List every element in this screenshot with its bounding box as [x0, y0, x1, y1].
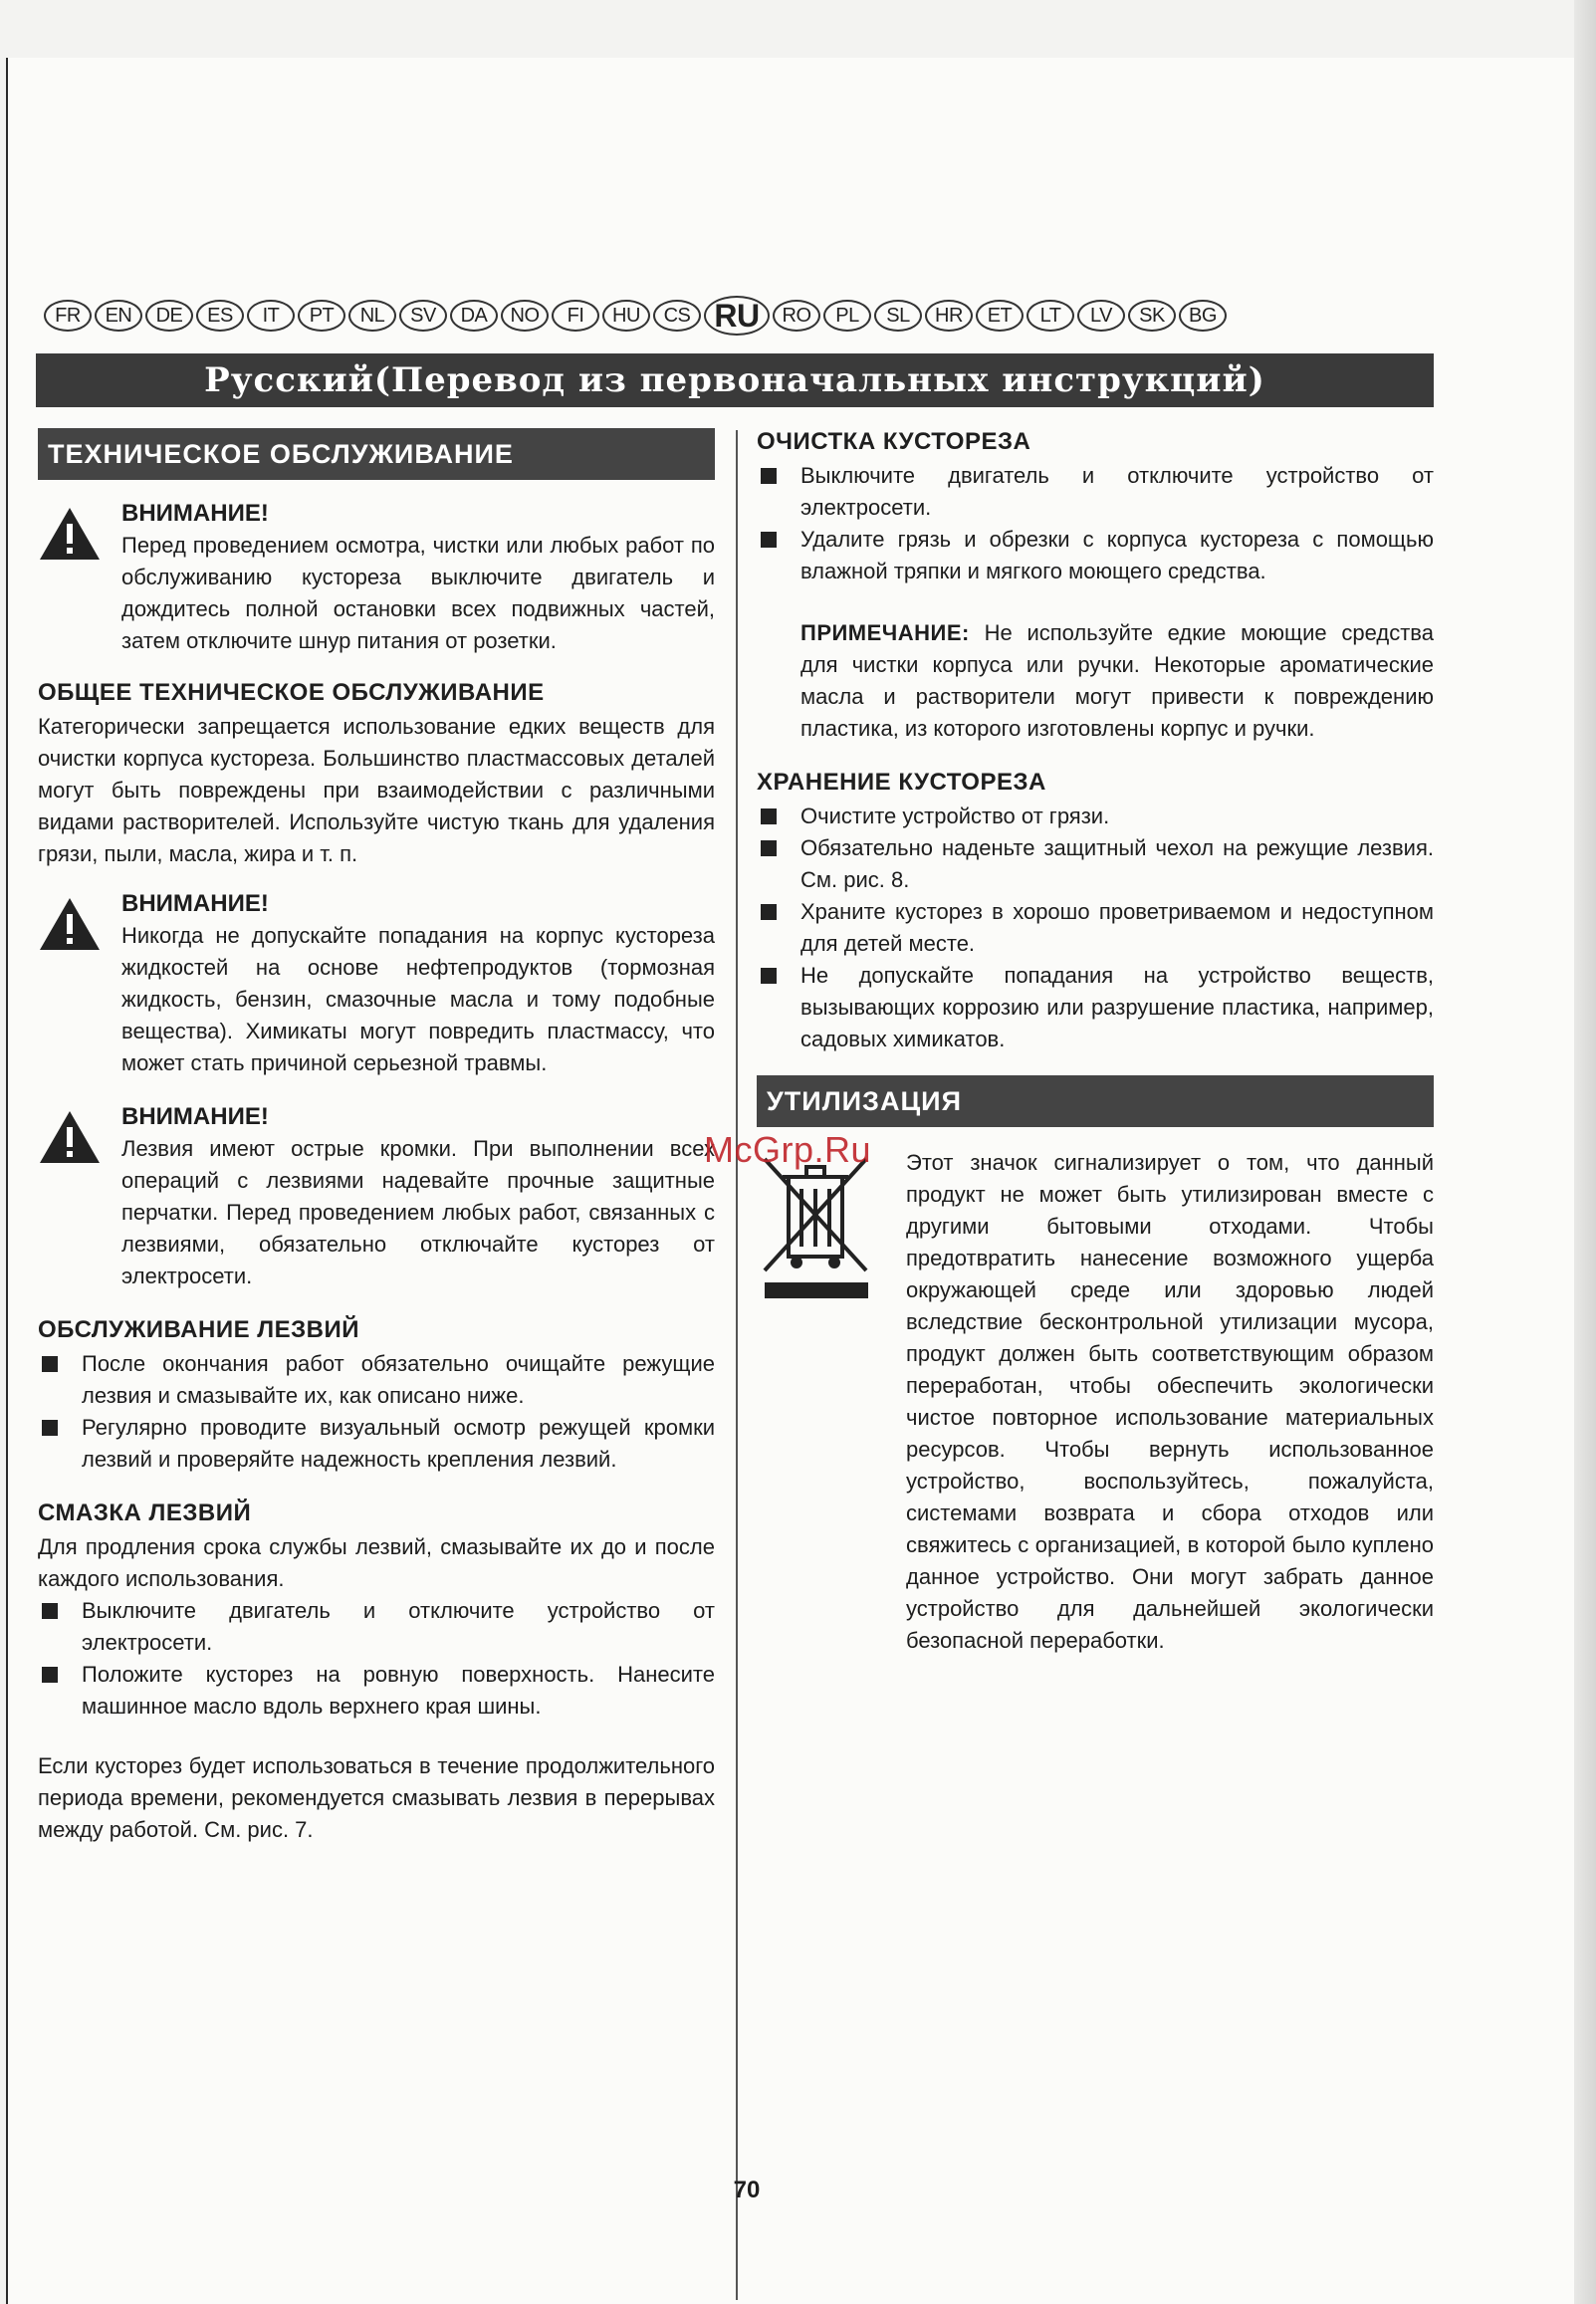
language-pt: PT — [298, 300, 345, 332]
blade-lubrication — [38, 1499, 715, 1846]
language-fr: FR — [44, 300, 92, 332]
page-title-banner — [36, 353, 1434, 407]
blade-maintenance-list — [38, 1348, 715, 1476]
language-cs: CS — [653, 300, 701, 332]
language-no: NO — [501, 300, 549, 332]
page-number: 70 — [733, 2177, 761, 2203]
list-item: Храните кусторез в хорошо проветриваемом и недоступном для детей месте. — [757, 896, 1434, 960]
language-pl: PL — [823, 300, 871, 332]
language-ru: RU — [704, 296, 770, 336]
book-spine — [1574, 0, 1596, 2304]
disposal-text: Этот значок сигнализирует о том, что данный продукт не может быть утилизирован вместе с другими бытовыми отходами. Чтобы предотвратить нанесение возможного ущерба окружающей среде или здоровью людей вследствие бесконтрольной утилизации мусора, продукт должен быть соответствующим образом переработан, чтобы обеспечить экологически чистое повторное использование материальных ресурсов. Чтобы вернуть использованное устройство, воспользуйтесь, пожалуйста, системами возврата и сбора отходов или свяжитесь с организацией, в которой было куплено данное устройство. Они могут забрать данное устройство для дальнейшей экологически безопасной переработки. — [906, 1150, 1434, 1653]
language-it: IT — [247, 300, 295, 332]
list-item: Регулярно проводите визуальный осмотр режущей кромки лезвий и проверяйте надежность крепления лезвий. — [38, 1412, 715, 1476]
list-item: Не допускайте попадания на устройство веществ, вызывающих коррозию или разрушение пластика, например, садовых химикатов. — [757, 960, 1434, 1055]
cleaning-title: ОЧИСТКА КУСТОРЕЗА — [757, 428, 1031, 455]
warning-text: Перед проведением осмотра, чистки или любых работ по обслуживанию кустореза выключите двигатель и дождитесь полной остановки всех подвижных частей, затем отключите шнур питания от розетки. — [121, 533, 715, 653]
page-title: Русский(Перевод из первоначальных инструкций) — [204, 360, 1265, 400]
language-hu: HU — [602, 300, 650, 332]
language-en: EN — [95, 300, 142, 332]
warning-title: ВНИМАНИЕ! — [121, 890, 269, 917]
lubrication-intro: Для продления срока службы лезвий, смазывайте их до и после каждого использования. — [38, 1534, 715, 1591]
weee-crossed-bin-icon — [757, 1147, 882, 1657]
language-hr: HR — [925, 300, 973, 332]
general-maintenance-text: Категорически запрещается использование едких веществ для очистки корпуса кустореза. Большинство пластмассовых деталей могут быть повреждены при взаимодействии с различными видами растворителей. Используйте чистую ткань для удаления грязи, пыли, масла, жира и т. п. — [38, 714, 715, 866]
language-bar — [44, 296, 1438, 336]
list-item: Выключите двигатель и отключите устройство от электросети. — [757, 460, 1434, 524]
blade-lubrication-title: СМАЗКА ЛЕЗВИЙ — [38, 1499, 252, 1526]
warning-text: Лезвия имеют острые кромки. При выполнении всех операций с лезвиями надевайте прочные защитные перчатки. Перед проведением любых работ, связанных с лезвиями, обязательно отключайте кусторез от электросети. — [121, 1136, 715, 1288]
warning-title: ВНИМАНИЕ! — [121, 1103, 269, 1130]
storage-list — [757, 801, 1434, 1055]
storage-section — [757, 769, 1434, 1055]
column-divider — [736, 430, 738, 2300]
language-da: DA — [450, 300, 498, 332]
list-item: Удалите грязь и обрезки с корпуса кустореза с помощью влажной тряпки и мягкого моющего средства. — [757, 524, 1434, 587]
language-bg: BG — [1179, 300, 1227, 332]
language-lv: LV — [1077, 300, 1125, 332]
language-ro: RO — [773, 300, 820, 332]
list-item: Положите кусторез на ровную поверхность. Нанесите машинное масло вдоль верхнего края шины. — [38, 1659, 715, 1723]
language-nl: NL — [348, 300, 396, 332]
left-column — [38, 428, 715, 1846]
section-disposal-title: УТИЛИЗАЦИЯ — [767, 1085, 962, 1116]
general-maintenance — [38, 679, 715, 870]
language-sv: SV — [399, 300, 447, 332]
language-et: ET — [976, 300, 1024, 332]
note-text: Не используйте едкие моющие средства для чистки корпуса или ручки. Некоторые ароматические масла и растворители могут привести к повреждению пластика, из которого изготовлены корпус и ручки. — [800, 620, 1434, 741]
list-item: Обязательно наденьте защитный чехол на режущие лезвия. См. рис. 8. — [757, 832, 1434, 896]
section-disposal-heading — [757, 1075, 1434, 1127]
warning-block-2 — [38, 888, 715, 1079]
storage-title: ХРАНЕНИЕ КУСТОРЕЗА — [757, 769, 1046, 796]
language-sk: SK — [1128, 300, 1176, 332]
language-lt: LT — [1026, 300, 1074, 332]
blade-maintenance-title: ОБСЛУЖИВАНИЕ ЛЕЗВИЙ — [38, 1316, 359, 1343]
blade-maintenance — [38, 1316, 715, 1476]
cleaning-list — [757, 460, 1434, 587]
list-item: Выключите двигатель и отключите устройство от электросети. — [38, 1595, 715, 1659]
right-column — [757, 428, 1434, 1657]
warning-triangle-icon — [38, 498, 108, 657]
list-item: После окончания работ обязательно очищайте режущие лезвия и смазывайте их, как описано ниже. — [38, 1348, 715, 1412]
general-maintenance-title: ОБЩЕЕ ТЕХНИЧЕСКОЕ ОБСЛУЖИВАНИЕ — [38, 679, 545, 706]
cleaning-section — [757, 428, 1434, 745]
section-maintenance-heading — [38, 428, 715, 480]
warning-block-1 — [38, 498, 715, 657]
cleaning-note — [757, 617, 1434, 745]
warning-title: ВНИМАНИЕ! — [121, 500, 269, 527]
disposal-block — [757, 1147, 1434, 1657]
watermark: McGrp.Ru — [704, 1129, 872, 1170]
language-fi: FI — [552, 300, 599, 332]
section-maintenance-title: ТЕХНИЧЕСКОЕ ОБСЛУЖИВАНИЕ — [48, 438, 514, 469]
language-es: ES — [196, 300, 244, 332]
warning-triangle-icon — [38, 1101, 108, 1292]
lubrication-outro: Если кусторез будет использоваться в течение продолжительного периода времени, рекомендуется смазывать лезвия в перерывах между работой. См. рис. 7. — [38, 1753, 715, 1842]
lubrication-list — [38, 1595, 715, 1723]
warning-triangle-icon — [38, 888, 108, 1079]
warning-text: Никогда не допускайте попадания на корпус кустореза жидкостей на основе нефтепродуктов (тормозная жидкость, бензин, смазочные масла и тому подобные вещества). Химикаты могут повредить пластмассу, что может стать причиной серьезной травмы. — [121, 923, 715, 1075]
language-de: DE — [145, 300, 193, 332]
language-sl: SL — [874, 300, 922, 332]
note-label: ПРИМЕЧАНИЕ: — [800, 620, 970, 645]
list-item: Очистите устройство от грязи. — [757, 801, 1434, 832]
warning-block-3 — [38, 1101, 715, 1292]
